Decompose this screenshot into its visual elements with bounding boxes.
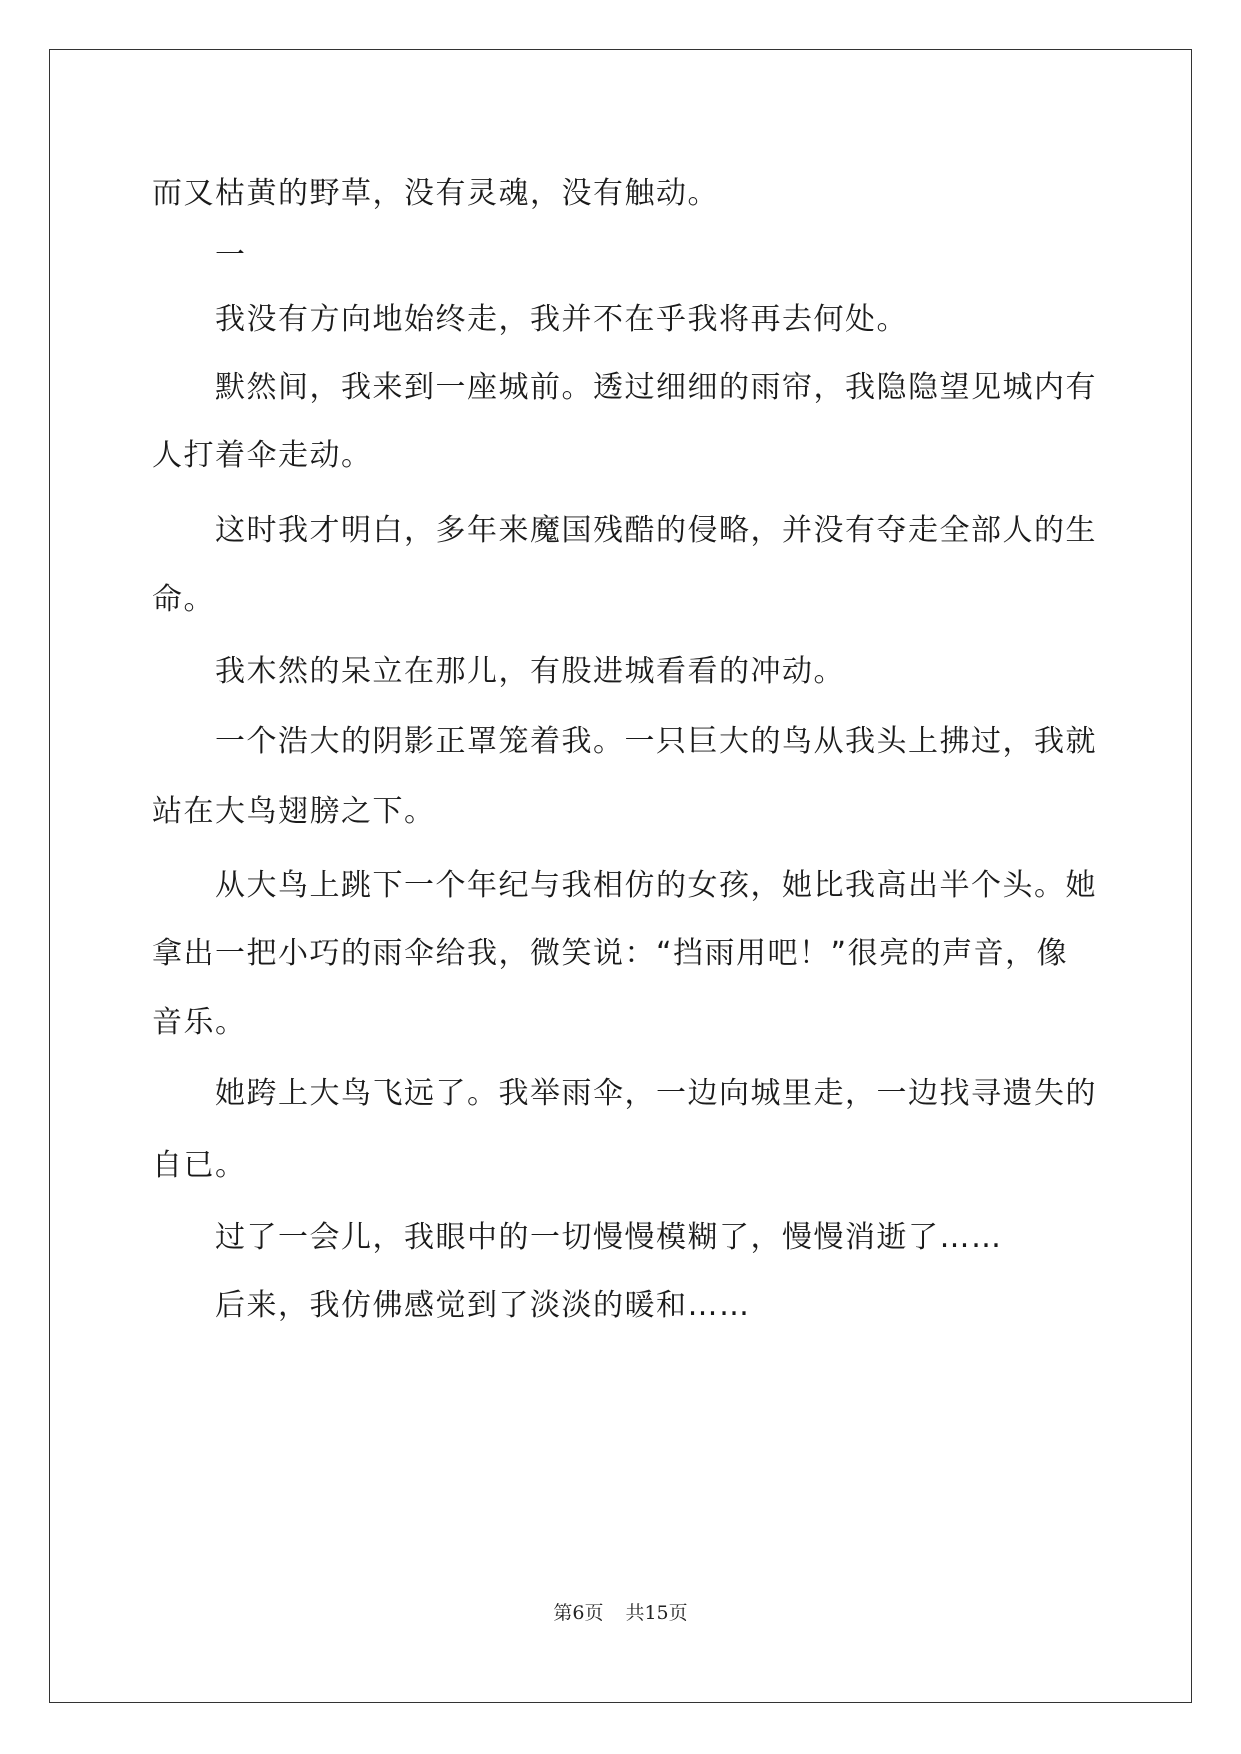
- text-line: 自已。: [152, 1148, 247, 1183]
- text-line: 一个浩大的阴影正罩笼着我。一只巨大的鸟从我头上拂过，我就: [215, 724, 1097, 759]
- page-total: 共15页: [625, 1602, 688, 1624]
- text-line: 音乐。: [152, 1005, 247, 1040]
- page-number: 第6页: [553, 1602, 604, 1624]
- text-line: 这时我才明白，多年来魔国残酷的侵略，并没有夺走全部人的生: [215, 513, 1097, 548]
- text-line: 拿出一把小巧的雨伞给我，微笑说：“挡雨用吧！”很亮的声音，像: [152, 936, 1069, 971]
- text-line: 她跨上大鸟飞远了。我举雨伞，一边向城里走，一边找寻遗失的: [215, 1076, 1097, 1111]
- section-marker: 一: [215, 238, 247, 273]
- text-line: 从大鸟上跳下一个年纪与我相仿的女孩，她比我高出半个头。她: [215, 868, 1097, 903]
- page-footer: [0, 1598, 1241, 1625]
- text-line: 命。: [152, 582, 215, 617]
- text-line: 我木然的呆立在那儿，有股进城看看的冲动。: [215, 654, 845, 689]
- text-line: 后来，我仿佛感觉到了淡淡的暖和……: [215, 1288, 751, 1323]
- text-line: 人打着伞走动。: [152, 438, 373, 473]
- text-line: 默然间，我来到一座城前。透过细细的雨帘，我隐隐望见城内有: [215, 370, 1097, 405]
- text-line: 过了一会儿，我眼中的一切慢慢模糊了，慢慢消逝了……: [215, 1220, 1003, 1255]
- text-line: 站在大鸟翅膀之下。: [152, 794, 436, 829]
- text-line: 而又枯黄的野草，没有灵魂，没有触动。: [152, 176, 719, 211]
- text-line: 我没有方向地始终走，我并不在乎我将再去何处。: [215, 302, 908, 337]
